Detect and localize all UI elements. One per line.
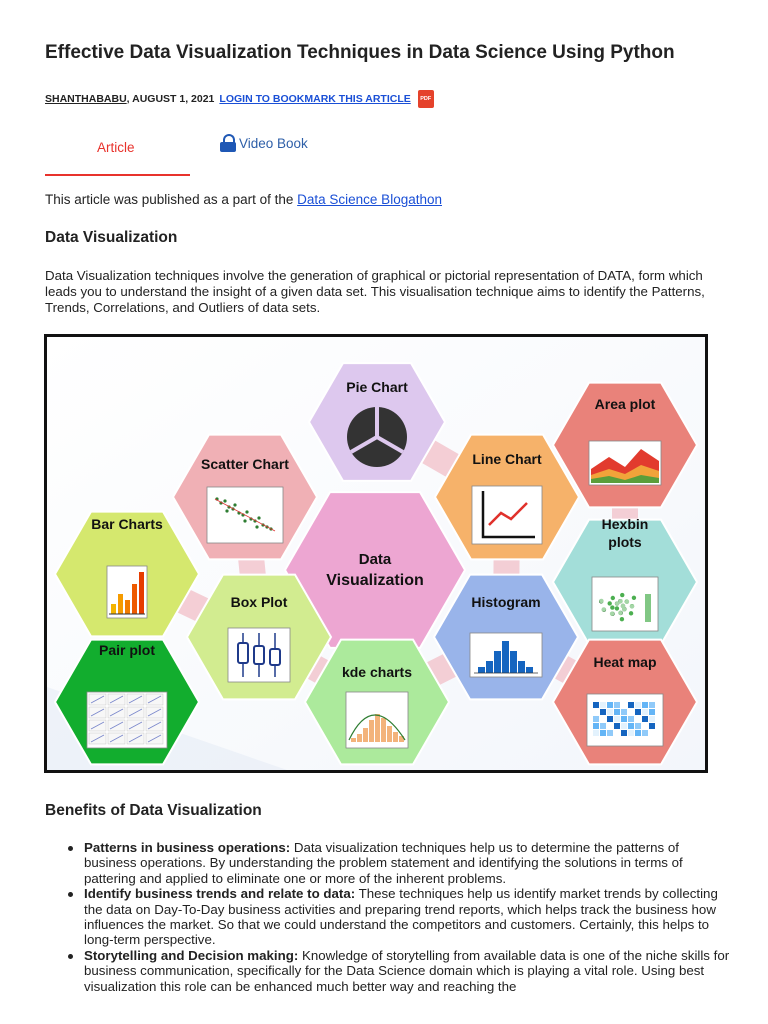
hex-label: plots [608, 534, 642, 550]
article-title: Effective Data Visualization Techniques in Data Science Using Python [45, 42, 675, 63]
list-item [45, 886, 735, 948]
heat-map-icon [587, 694, 663, 746]
hex-label: Area plot [594, 396, 656, 412]
hexbin-plot-icon [592, 577, 658, 631]
tab-article-label: Article [97, 140, 135, 155]
benefits-list [45, 840, 735, 994]
intro-paragraph [45, 192, 442, 207]
histogram-icon [470, 633, 542, 677]
kde-chart-icon [346, 692, 408, 748]
hex-label: Hexbin [601, 516, 649, 532]
benefit-text: These techniques help us identify market trends by collecting the data on Day-To-Day business activities and preparing trend reports, which helps track the business how influences the market. So that we could understand the competitors and customers. Certainly, this helps to long-term perspective. [84, 886, 718, 948]
hex-label: Pie Chart [346, 379, 408, 395]
hex-label: Line Chart [472, 451, 542, 467]
lock-icon [220, 134, 236, 152]
hex-label: Pair plot [98, 642, 156, 658]
section-heading-benefits: Benefits of Data Visualization [45, 802, 262, 819]
center-label: Visualization [326, 572, 424, 589]
benefit-title: Patterns in business operations: [84, 840, 291, 855]
tab-video-label: Video Book [239, 135, 308, 151]
intro-text: This article was published as a part of the [45, 192, 298, 207]
benefit-title: Identify business trends and relate to data: [84, 886, 356, 902]
blogathon-link[interactable]: Data Science Blogathon [297, 192, 442, 207]
line-chart-icon [472, 486, 542, 544]
hex-label: kde charts [341, 664, 413, 680]
list-item [45, 840, 735, 886]
benefit-text: Knowledge of storytelling from available data is one of the niche skills for business communication, specifically for the Data Science domain which is playing a vital role. Using best visualization this role can be enhanced much better way and reaching the [84, 947, 730, 994]
section-body-data-visualization: Data Visualization techniques involve the generation of graphical or pictorial representation of DATA, form which leads you to understand the insight of a given data set. This visualisation technique aims to identify the Patterns, Trends, Correlations, and Outliers of data sets. [45, 268, 705, 315]
pair-plot-icon [87, 692, 167, 748]
author-link[interactable]: SHANTHABABU [45, 93, 127, 105]
article-meta [45, 90, 434, 108]
infographic-svg [47, 337, 705, 770]
center-label: Data [358, 551, 392, 568]
hex-label: Box Plot [230, 594, 288, 610]
bar-chart-icon [107, 566, 147, 618]
benefit-text: Data visualization techniques help us to determine the patterns of business operations. By understanding the problem statement and identifying the solutions in terms of pattering and applied to eliminate one or more of the inherent problems. [84, 840, 683, 886]
content-tabs [45, 130, 365, 176]
list-item [45, 948, 735, 994]
data-visualization-infographic [44, 334, 708, 773]
tab-video-book[interactable] [220, 134, 308, 152]
pie-chart-icon [347, 407, 407, 467]
area-plot-icon [589, 441, 661, 485]
box-plot-icon [228, 628, 290, 682]
tab-article[interactable] [45, 130, 190, 176]
publish-date: , AUGUST 1, 2021 [126, 93, 215, 105]
hex-label: Bar Charts [91, 516, 163, 532]
pdf-icon[interactable]: PDF [418, 90, 434, 108]
hex-label: Histogram [471, 594, 541, 610]
bookmark-link[interactable]: LOGIN TO BOOKMARK THIS ARTICLE [219, 93, 411, 105]
hex-label: Scatter Chart [201, 456, 289, 472]
section-heading-data-visualization: Data Visualization [45, 229, 178, 246]
scatter-chart-icon [207, 487, 283, 543]
benefit-title: Storytelling and Decision making: [84, 947, 299, 963]
hex-label: Heat map [593, 654, 657, 670]
